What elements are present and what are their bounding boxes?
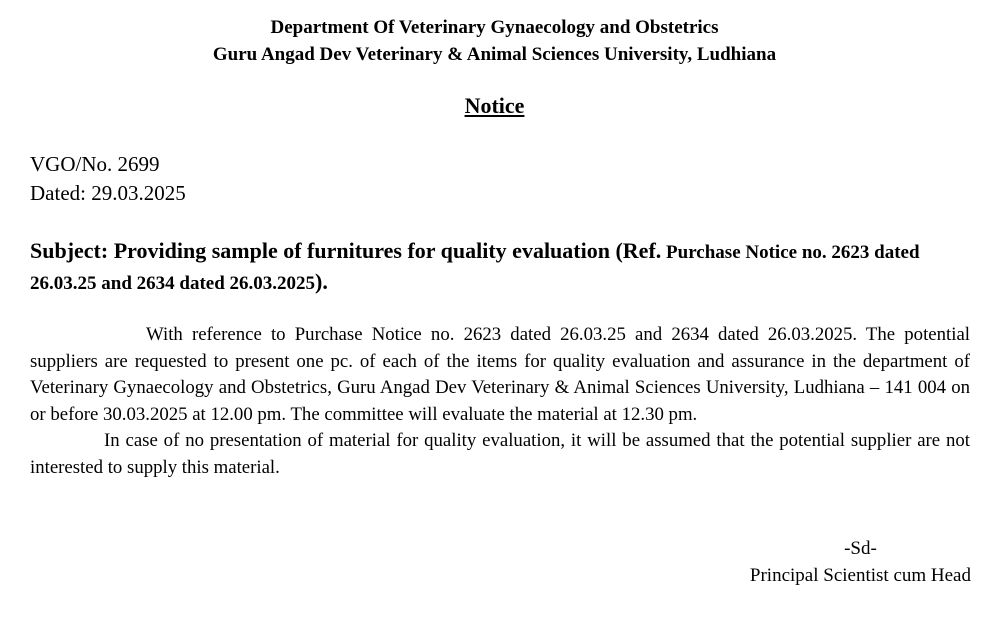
body-paragraph-2: In case of no presentation of material for quality evaluation, it will be assumed that the potential supplier are not interested to supply this material. bbox=[30, 430, 970, 478]
subject-line bbox=[30, 236, 965, 298]
body-paragraph-1: With reference to Purchase Notice no. 2623 dated 26.03.25 and 2634 dated 26.03.2025. The potential suppliers are requested to present one pc. of each of the items for quality evaluation and assurance in the department of Veterinary Gynaecology and Obstetrics, Guru Angad Dev Veterinary & Animal Sciences University, Ludhiana – 141 004 on or before 30.03.2025 at 12.00 pm. The committee will evaluate the material at 12.30 pm. bbox=[30, 324, 970, 425]
subject-main: Subject: Providing sample of furnitures for quality evaluation (Ref. bbox=[30, 238, 662, 263]
department-name: Department Of Veterinary Gynaecology and Obstetrics bbox=[270, 17, 719, 38]
reference-date: Dated: 29.03.2025 bbox=[30, 181, 186, 205]
signature-sd: -Sd- bbox=[844, 538, 877, 559]
signature-block bbox=[750, 535, 971, 589]
reference-block bbox=[30, 150, 186, 208]
notice-title: Notice bbox=[464, 93, 525, 118]
reference-number: VGO/No. 2699 bbox=[30, 152, 160, 176]
signatory-designation: Principal Scientist cum Head bbox=[749, 565, 971, 586]
university-name: Guru Angad Dev Veterinary & Animal Sciences University, Ludhiana bbox=[212, 44, 777, 65]
letterhead bbox=[0, 14, 989, 68]
subject-end: ). bbox=[315, 269, 328, 294]
notice-body bbox=[30, 322, 970, 481]
subject-reference: Purchase Notice no. 2623 dated 26.03.25 and 2634 dated 26.03.2025 bbox=[30, 242, 920, 294]
